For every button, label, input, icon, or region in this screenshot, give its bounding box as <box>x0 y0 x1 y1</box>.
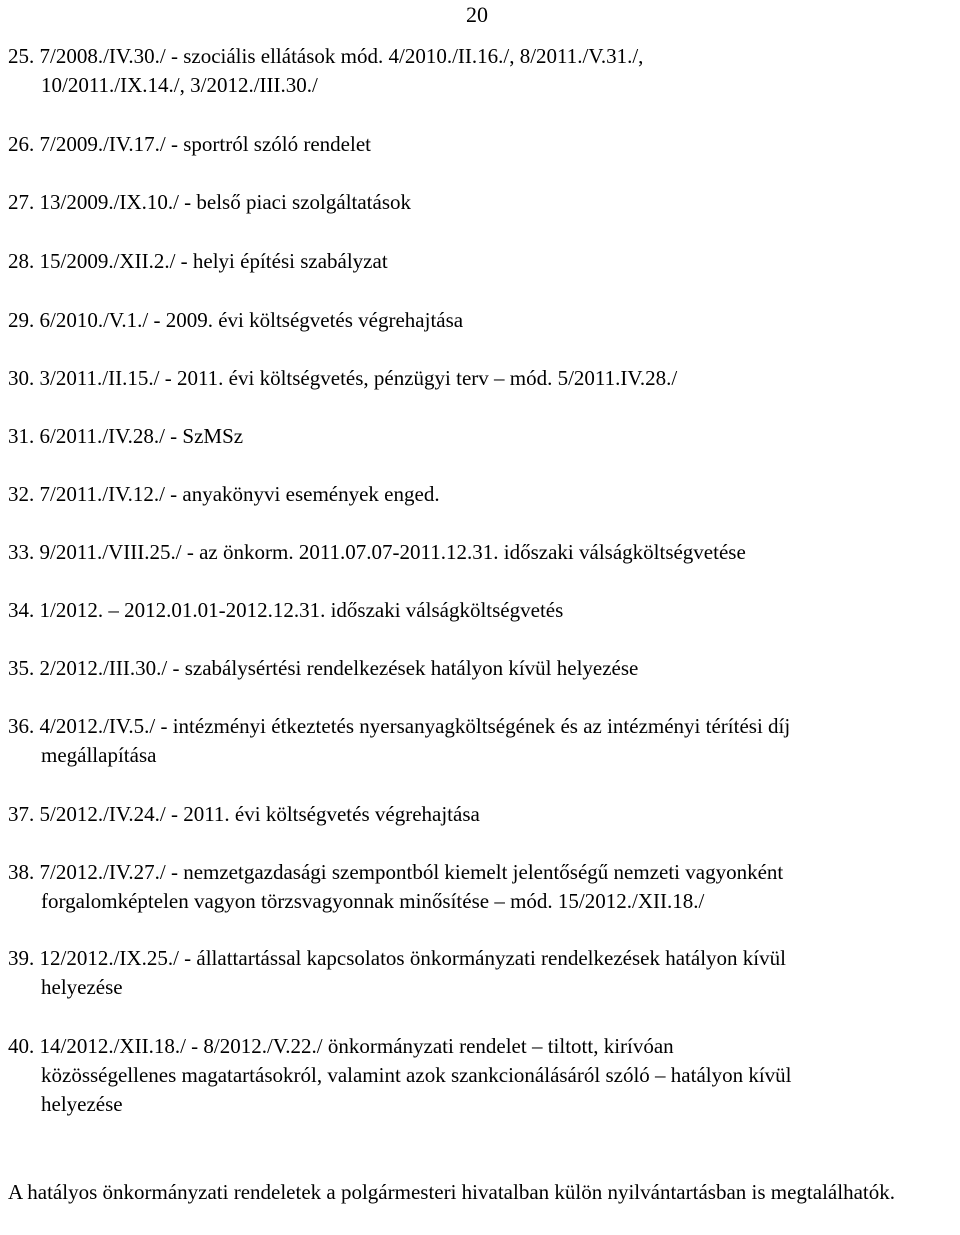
list-item-line: 32. 7/2011./IV.12./ - anyakönyvi események enged. <box>8 482 440 506</box>
list-item-line: 10/2011./IX.14./, 3/2012./III.30./ <box>41 73 318 97</box>
list-item-line: 31. 6/2011./IV.28./ - SzMSz <box>8 424 244 448</box>
list-item-line: 25. 7/2008./IV.30./ - szociális ellátások mód. 4/2010./II.16./, 8/2011./V.31./, <box>8 44 644 68</box>
page-number: 20 <box>466 2 488 27</box>
list-item-line: 30. 3/2011./II.15./ - 2011. évi költségvetés, pénzügyi terv – mód. 5/2011.IV.28./ <box>8 366 678 390</box>
list-item <box>8 538 948 567</box>
list-item <box>8 712 948 770</box>
list-item <box>8 944 948 1002</box>
list-item-line: 38. 7/2012./IV.27./ - nemzetgazdasági szempontból kiemelt jelentőségű nemzeti vagyonként <box>8 860 784 884</box>
list-item <box>8 654 948 683</box>
list-item <box>8 422 948 451</box>
list-item-line: 28. 15/2009./XII.2./ - helyi építési szabályzat <box>8 249 388 273</box>
footer-note: A hatályos önkormányzati rendeletek a polgármesteri hivatalban külön nyilvántartásban is megtalálhatók. <box>8 1180 895 1204</box>
list-item <box>8 800 948 829</box>
list-item-line: 36. 4/2012./IV.5./ - intézményi étkeztetés nyersanyagköltségének és az intézményi térítési díj <box>8 714 791 738</box>
list-item-line: 26. 7/2009./IV.17./ - sportról szóló rendelet <box>8 132 371 156</box>
list-item <box>8 1032 948 1119</box>
list-item-line: 34. 1/2012. – 2012.01.01-2012.12.31. időszaki válságköltségvetés <box>8 598 564 622</box>
list-item-line: 27. 13/2009./IX.10./ - belső piaci szolgáltatások <box>8 190 412 214</box>
list-item <box>8 364 948 393</box>
list-item-line: forgalomképtelen vagyon törzsvagyonnak minősítése – mód. 15/2012./XII.18./ <box>41 889 705 913</box>
list-item <box>8 480 948 509</box>
list-item-line: 33. 9/2011./VIII.25./ - az önkorm. 2011.07.07-2011.12.31. időszaki válságköltségvetése <box>8 540 746 564</box>
list-item-line: közösségellenes magatartásokról, valamint azok szankcionálásáról szóló – hatályon kívül <box>41 1063 792 1087</box>
list-item-line: helyezése <box>41 975 123 999</box>
list-item-line: 39. 12/2012./IX.25./ - állattartással kapcsolatos önkormányzati rendelkezések hatályon kívül <box>8 946 786 970</box>
list-item <box>8 188 948 217</box>
list-item-line: helyezése <box>41 1092 123 1116</box>
list-item <box>8 306 948 335</box>
list-item <box>8 42 948 100</box>
list-item <box>8 858 948 916</box>
list-item-line: megállapítása <box>41 743 157 767</box>
list-item <box>8 247 948 276</box>
list-item-line: 40. 14/2012./XII.18./ - 8/2012./V.22./ önkormányzati rendelet – tiltott, kirívóan <box>8 1034 674 1058</box>
list-item <box>8 596 948 625</box>
list-item-line: 35. 2/2012./III.30./ - szabálysértési rendelkezések hatályon kívül helyezése <box>8 656 639 680</box>
list-item-line: 37. 5/2012./IV.24./ - 2011. évi költségvetés végrehajtása <box>8 802 480 826</box>
list-item <box>8 130 948 159</box>
list-item-line: 29. 6/2010./V.1./ - 2009. évi költségvetés végrehajtása <box>8 308 464 332</box>
